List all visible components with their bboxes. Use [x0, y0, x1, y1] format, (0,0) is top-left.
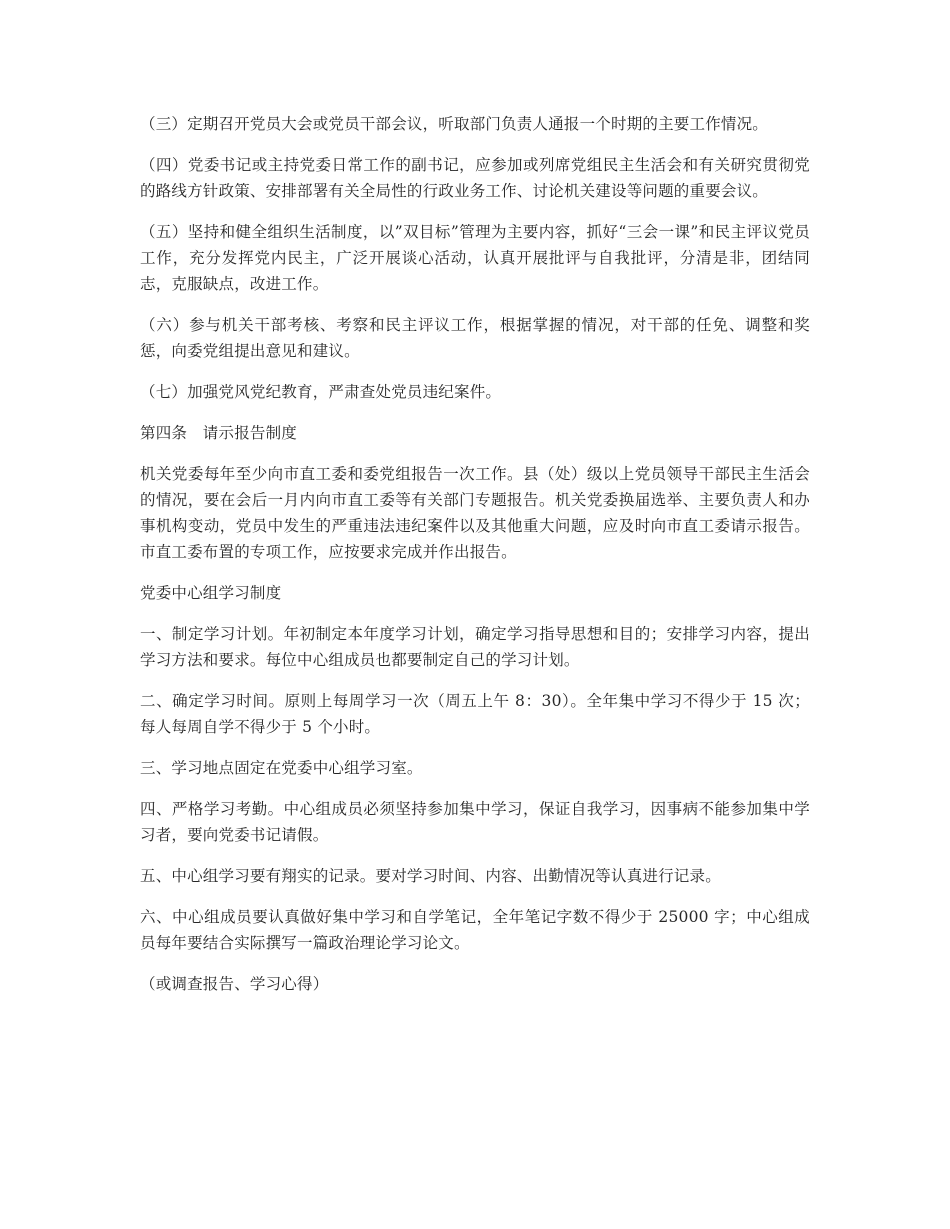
study-rule-5: 五、中心组学习要有翔实的记录。要对学习时间、内容、出勤情况等认真进行记录。: [140, 867, 721, 885]
paragraph-item-4: （四）党委书记或主持党委日常工作的副书记，应参加或列席党组民主生活会和有关研究贯彻党的路线方针政策、安排部署有关全局性的行政业务工作、讨论机关建设等问题的重要会议。: [140, 156, 810, 200]
study-rule-6-note: （或调查报告、学习心得）: [140, 975, 329, 993]
document-body: [140, 111, 810, 1012]
study-rule-6: 六、中心组成员要认真做好集中学习和自学笔记，全年笔记字数不得少于 25000 字；中心组成员每年要结合实际撰写一篇政治理论学习论文。: [140, 908, 810, 952]
section-heading-article-4: 第四条 请示报告制度: [140, 424, 298, 442]
section-heading-study-system: 党委中心组学习制度: [140, 584, 282, 602]
paragraph-item-6: （六）参与机关干部考核、考察和民主评议工作，根据掌握的情况，对干部的任免、调整和奖惩，向委党组提出意见和建议。: [140, 316, 810, 360]
study-rule-4: 四、严格学习考勤。中心组成员必须坚持参加集中学习，保证自我学习，因事病不能参加集中学习者，要向党委书记请假。: [140, 800, 810, 844]
paragraph-item-3: （三）定期召开党员大会或党员干部会议，听取部门负责人通报一个时期的主要工作情况。: [140, 115, 769, 133]
paragraph-item-5: （五）坚持和健全组织生活制度，以”双目标”管理为主要内容，抓好“三会一课”和民主评议党员工作，充分发挥党内民主，广泛开展谈心活动，认真开展批评与自我批评，分清是非，团结同志，克服缺点，改进工作。: [140, 223, 810, 293]
study-rule-3: 三、学习地点固定在党委中心组学习室。: [140, 759, 423, 777]
study-rule-1: 一、制定学习计划。年初制定本年度学习计划，确定学习指导思想和目的；安排学习内容，提出学习方法和要求。每位中心组成员也都要制定自己的学习计划。: [140, 625, 810, 669]
paragraph-item-7: （七）加强党风党纪教育，严肃查处党员违纪案件。: [140, 383, 502, 401]
study-rule-2: 二、确定学习时间。原则上每周学习一次（周五上午 8：30）。全年集中学习不得少于 15 次；每人每周自学不得少于 5 个小时。: [140, 692, 810, 736]
paragraph-report-system: 机关党委每年至少向市直工委和委党组报告一次工作。县（处）级以上党员领导干部民主生活会的情况，要在会后一月内向市直工委等有关部门专题报告。机关党委换届选举、主要负责人和办事机构变动，党员中发生的严重违法违纪案件以及其他重大问题，应及时向市直工委请示报告。市直工委布置的专项工作，应按要求完成并作出报告。: [140, 465, 810, 561]
